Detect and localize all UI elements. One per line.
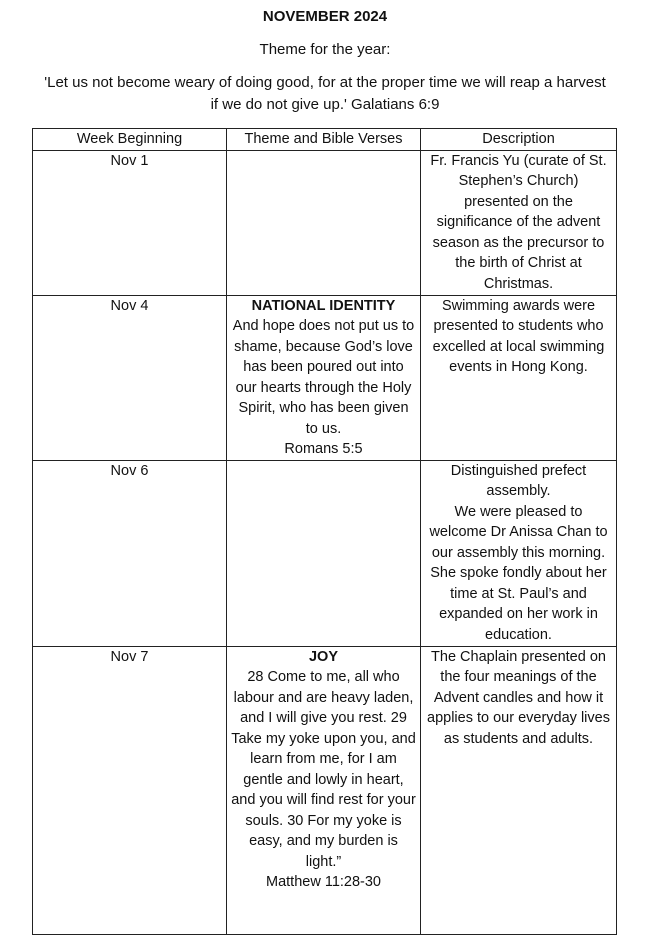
theme-title: NATIONAL IDENTITY bbox=[251, 297, 396, 314]
table-row bbox=[33, 295, 617, 460]
bible-verse: 28 Come to me, all who labour and are heavy laden, and I will give you rest. 29 Take my yoke upon you, and learn from me, for I am gentle and lowly in heart, and you will find rest for your souls. 30 For my yoke is easy, and my burden is light.” bbox=[231, 669, 416, 870]
description-cell: The Chaplain presented on the four meanings of the Advent candles and how it applies to our everyday lives as students and adults. bbox=[421, 646, 617, 934]
table-row bbox=[33, 646, 617, 934]
table-header-row bbox=[33, 129, 617, 151]
verse-reference: Matthew 11:28-30 bbox=[266, 874, 381, 890]
description-heading: Distinguished prefect assembly. bbox=[450, 462, 587, 499]
header-week-beginning: Week Beginning bbox=[33, 129, 227, 151]
header-description: Description bbox=[421, 129, 617, 151]
page-title: NOVEMBER 2024 bbox=[262, 8, 388, 25]
theme-label: Theme for the year: bbox=[259, 41, 391, 58]
bible-verse: And hope does not put us to shame, because God’s love has been poured out into our hearts through the Holy Spirit, who has been given to us. bbox=[232, 318, 415, 437]
description-cell bbox=[421, 460, 617, 646]
header-theme-verses: Theme and Bible Verses bbox=[227, 129, 421, 151]
theme-title: JOY bbox=[308, 648, 338, 665]
table-row bbox=[33, 150, 617, 295]
verse-reference: Romans 5:5 bbox=[284, 441, 363, 457]
theme-cell bbox=[227, 460, 421, 646]
table-row bbox=[33, 460, 617, 646]
schedule-table bbox=[32, 128, 617, 935]
theme-cell bbox=[227, 295, 421, 460]
week-cell: Nov 6 bbox=[33, 460, 227, 646]
week-cell: Nov 1 bbox=[33, 150, 227, 295]
theme-cell bbox=[227, 150, 421, 295]
theme-verse: 'Let us not become weary of doing good, for at the proper time we will reap a harvest if we do not give up.' Galatians 6:9 bbox=[44, 74, 606, 113]
description-body: We were pleased to welcome Dr Anissa Chan to our assembly this morning. She spoke fondly about her time at St. Paul’s and expanded on her work in education. bbox=[429, 503, 608, 643]
description-cell: Fr. Francis Yu (curate of St. Stephen’s Church) presented on the significance of the advent season as the precursor to the birth of Christ at Christmas. bbox=[421, 150, 617, 295]
description-cell: Swimming awards were presented to students who excelled at local swimming events in Hong Kong. bbox=[421, 295, 617, 460]
week-cell: Nov 4 bbox=[33, 295, 227, 460]
week-cell: Nov 7 bbox=[33, 646, 227, 934]
theme-cell bbox=[227, 646, 421, 934]
